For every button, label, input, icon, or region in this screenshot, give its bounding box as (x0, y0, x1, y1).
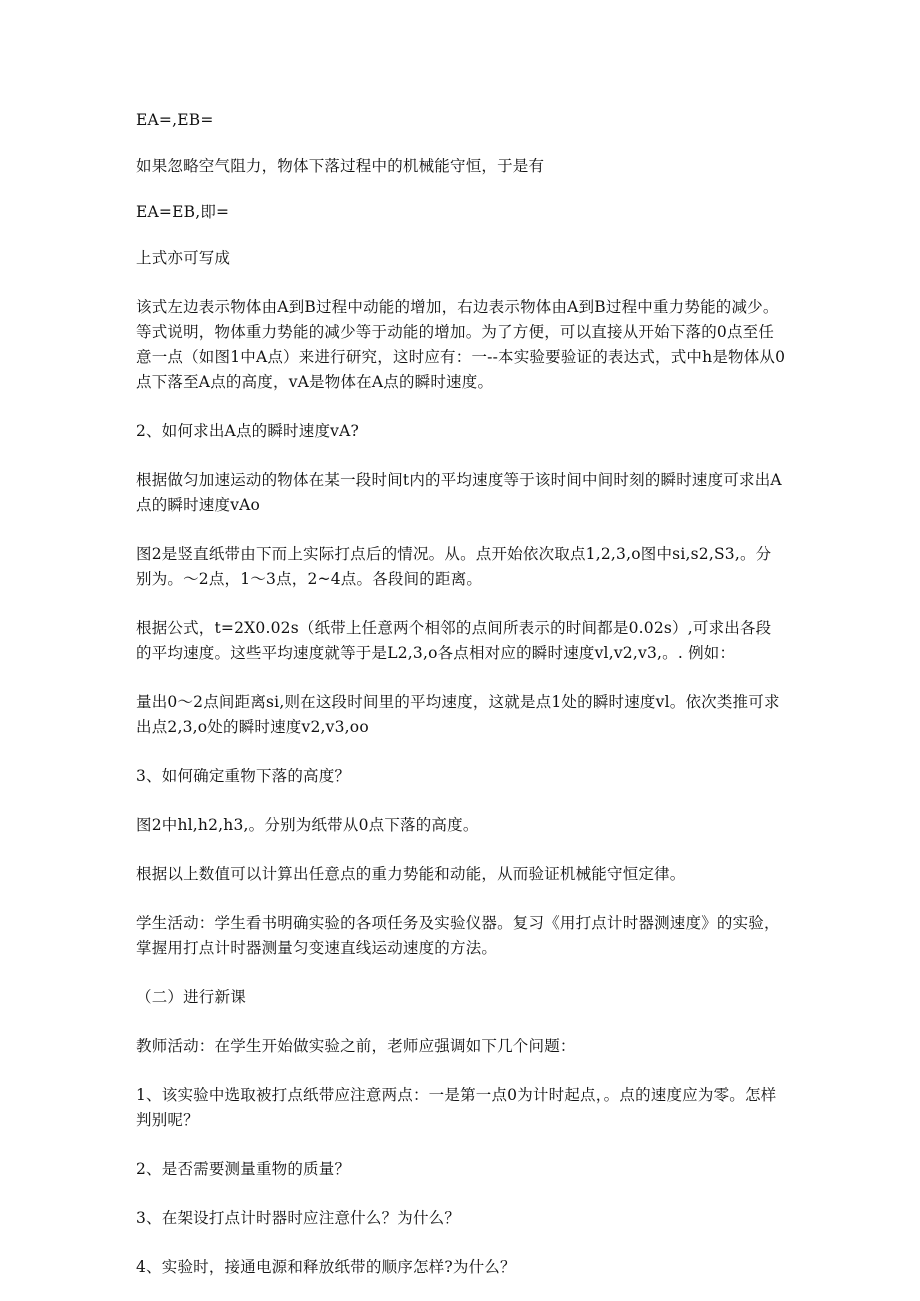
question-3-heading: 3、如何确定重物下落的高度？ (136, 767, 351, 785)
paragraph-explanation: 该式左边表示物体由A到B过程中动能的增加，右边表示物体由A到B过程中重力势能的减少。等式说明，物体重力势能的减少等于动能的增加。为了方便，可以直接从开始下落的0点至任意一点（如图1中A点）来进行研究，这时应有：一--本实验要验证的表达式，式中h是物体从0点下落至A点的高度，vA是物体在A点的瞬时速度。 (136, 298, 786, 391)
list-item-4: 4、实验时，接通电源和释放纸带的顺序怎样?为什么？ (136, 1258, 516, 1276)
paragraph-verify: 根据以上数值可以计算出任意点的重力势能和动能，从而验证机械能守恒定律。 (136, 865, 686, 883)
list-item-2: 2、是否需要测量重物的质量？ (136, 1160, 351, 1178)
paragraph-measure: 量出0～2点间距离si,则在这段时间里的平均速度，这就是点1处的瞬时速度vl。依次类推可求出点2,3,o处的瞬时速度v2,v3,oo (136, 693, 780, 736)
paragraph-figure-2: 图2是竖直纸带由下而上实际打点后的情况。从。点开始依次取点1,2,3,o图中si,s2,S3,。分别为。～2点，1～3点，2~4点。各段间的距离。 (136, 545, 772, 588)
document-body (136, 108, 786, 1280)
list-item-1: 1、该实验中选取被打点纸带应注意两点：一是第一点0为计时起点，。点的速度应为零。怎样判别呢？ (136, 1086, 777, 1129)
list-item-3: 3、在架设打点计时器时应注意什么？为什么？ (136, 1209, 461, 1227)
paragraph-student-activity: 学生活动：学生看书明确实验的各项任务及实验仪器。复习《用打点计时器测速度》的实验，掌握用打点计时器测量匀变速直线运动速度的方法。 (136, 914, 780, 957)
paragraph-formula: 根据公式，t=2X0.02s（纸带上任意两个相邻的点间所表示的时间都是0.02s）,可求出各段的平均速度。这些平均速度就等于是L2,3,o各点相对应的瞬时速度vl,v2,v3,。. 例如： (136, 619, 772, 662)
paragraph-conservation: 如果忽略空气阻力，物体下落过程中的机械能守恒，于是有 (136, 157, 545, 175)
paragraph-heights: 图2中hl,h2,h3,。分别为纸带从0点下落的高度。 (136, 816, 479, 834)
paragraph-instant-velocity: 根据做匀加速运动的物体在某一段时间t内的平均速度等于该时间中间时刻的瞬时速度可求出A点的瞬时速度vAo (136, 471, 782, 514)
paragraph-teacher-activity: 教师活动：在学生开始做实验之前，老师应强调如下几个问题： (136, 1037, 576, 1055)
paragraph-ea-eb: EA=EB,即= (136, 203, 230, 221)
question-2-heading: 2、如何求出A点的瞬时速度vA? (136, 422, 360, 440)
paragraph-rewrite: 上式亦可写成 (136, 249, 231, 267)
section-heading-new-lesson: （二）进行新课 (136, 988, 246, 1006)
paragraph-energy-eq: EA=,EB= (136, 111, 214, 129)
